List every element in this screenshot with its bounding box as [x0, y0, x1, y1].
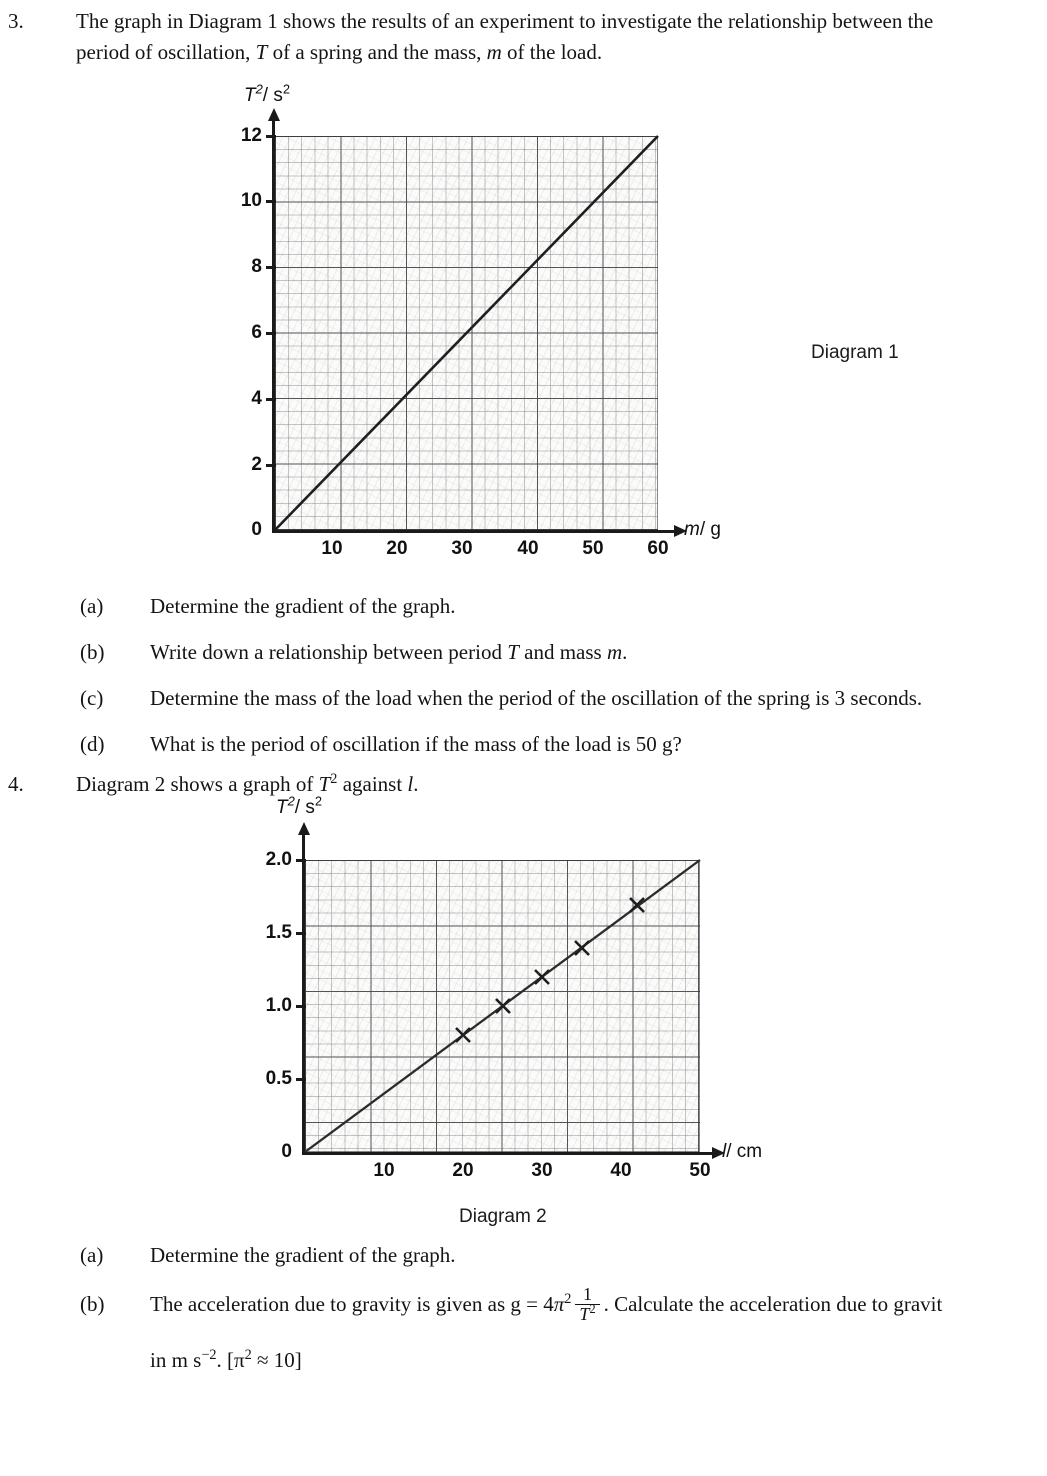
diagram-2-x-label-50: 50	[689, 1160, 711, 1181]
diagram-2-x-axis	[302, 1152, 714, 1155]
q4-part-b-text	[150, 1285, 1047, 1326]
diagram-1-y-label-4: 4	[251, 388, 262, 409]
q4-part-a-text: Determine the gradient of the graph.	[150, 1243, 456, 1267]
diagram-1-y-label-8: 8	[251, 256, 262, 277]
diagram-1-y-tick-8	[266, 266, 276, 269]
q4-bracket-open: . [	[216, 1348, 235, 1372]
diagram-1-y-tick-12	[266, 135, 276, 138]
y-axis-symbol-T: T	[244, 85, 256, 106]
question-3-stem-line2-part2: of a spring and the mass,	[267, 40, 487, 64]
part-a-label: (a)	[80, 594, 104, 618]
diagram-1-x-label-30: 30	[451, 538, 473, 559]
diagram-1-x-label-20: 20	[386, 538, 408, 559]
diagram-2-x-label-40: 40	[610, 1160, 632, 1181]
q4-fraction-one-over-T-squared	[575, 1285, 599, 1324]
part-c-label: (c)	[80, 686, 104, 710]
diagram-2-plot-area	[305, 860, 700, 1152]
diagram-2-y-label-1-5: 1.5	[265, 922, 292, 943]
diagram-2-y-tick-1-0	[296, 1005, 306, 1008]
diagram-2-y-tick-0-5	[296, 1078, 306, 1081]
part-b-symbol-m: m	[606, 640, 623, 664]
diagram-2-trend-and-points	[305, 860, 700, 1152]
question-4-stem-part3: .	[413, 772, 419, 796]
diagram-1-y-label-0: 0	[251, 519, 262, 540]
question-4-stem	[76, 769, 676, 800]
q4-pi-exponent: 2	[564, 1291, 572, 1307]
q4-fraction-symbol-T: T	[579, 1303, 590, 1324]
x-axis-unit-g: / g	[699, 519, 721, 540]
diagram-2-y-label-2-0: 2.0	[265, 849, 292, 870]
part-b-text	[150, 637, 1047, 667]
symbol-T: T	[255, 40, 268, 64]
diagram-1-x-label-50: 50	[582, 538, 604, 559]
question-3-stem-line2-part3: of the load.	[501, 40, 603, 64]
diagram-2-y-tick-1-5	[296, 932, 306, 935]
question-4-symbol-l: l	[407, 772, 414, 796]
part-b-label: (b)	[80, 640, 105, 664]
diagram-1-y-label-12: 12	[240, 125, 262, 146]
q4-part-b-line2-text	[150, 1345, 1047, 1375]
part-d-text: What is the period of oscillation if the mass of the load is 50 g?	[150, 732, 682, 756]
q4-approx-value: ≈ 10]	[251, 1348, 302, 1372]
question-3-stem	[76, 6, 1047, 68]
question-4-stem-part1: Diagram 2 shows a graph of	[76, 772, 319, 796]
part-b-symbol-T: T	[507, 640, 519, 664]
q4-part-a-label: (a)	[80, 1243, 104, 1267]
diagram-2-caption: Diagram 2	[459, 1206, 547, 1227]
diagram-1-x-label-60: 60	[647, 538, 669, 559]
diagram-2-y-label-0: 0	[281, 1141, 292, 1162]
d2-x-axis-unit-cm: / cm	[726, 1141, 763, 1162]
diagram-1-y-label-6: 6	[251, 322, 262, 343]
question-4-symbol-T: T	[318, 772, 331, 796]
diagram-2-x-label-10: 10	[373, 1160, 395, 1181]
diagram-1-y-tick-10	[266, 200, 276, 203]
d2-y-axis-symbol-T: T	[276, 797, 288, 818]
diagram-1-y-tick-2	[266, 464, 276, 467]
diagram-2-y-axis-arrow-icon	[298, 822, 310, 835]
diagram-1-x-axis	[272, 530, 676, 533]
diagram-1-y-tick-6	[266, 332, 276, 335]
part-b-text-2: and mass	[518, 640, 607, 664]
diagram-1-y-axis-arrow-icon	[268, 108, 280, 121]
diagram-2-x-label-30: 30	[531, 1160, 553, 1181]
d2-y-axis-unit: / s	[294, 797, 315, 818]
q4-fraction-exponent: 2	[589, 1301, 596, 1316]
diagram-2-x-axis-title	[722, 1141, 762, 1163]
d2-y-axis-unit-exponent: 2	[314, 793, 323, 809]
d2-y-axis-exponent: 2	[287, 793, 295, 809]
part-c-text: Determine the mass of the load when the period of the oscillation of the spring is 3 seconds.	[150, 686, 923, 710]
question-4-number: 4.	[8, 772, 24, 796]
part-a-text: Determine the gradient of the graph.	[150, 594, 456, 618]
part-b-text-3: .	[622, 640, 628, 664]
part-b-text-1: Write down a relationship between period	[150, 640, 508, 664]
y-axis-unit: / s	[262, 85, 283, 106]
question-3-stem-line1: The graph in Diagram 1 shows the results of an experiment to investigate the relationship between the	[76, 9, 934, 33]
symbol-m: m	[486, 40, 502, 64]
diagram-2-y-axis-title	[276, 793, 323, 819]
d2-x-axis-symbol-l: l	[722, 1141, 727, 1162]
q4-part-b-text-2: . Calculate the acceleration due to gravit	[603, 1292, 943, 1316]
y-axis-exponent: 2	[255, 81, 263, 97]
question-3-stem-line2-part1: period of oscillation,	[76, 40, 256, 64]
q4-pi-exponent-2: 2	[244, 1347, 252, 1363]
diagram-2-y-label-1-0: 1.0	[265, 995, 292, 1016]
y-axis-unit-exponent: 2	[282, 81, 291, 97]
diagram-2-y-tick-2-0	[296, 859, 306, 862]
question-4-stem-part2: against	[337, 772, 408, 796]
diagram-1-plot-area	[275, 136, 658, 530]
diagram-2-x-label-20: 20	[452, 1160, 474, 1181]
q4-pi-symbol: π	[553, 1292, 565, 1316]
q4-fraction-denominator	[575, 1301, 599, 1324]
diagram-1-x-axis-title	[684, 519, 721, 541]
diagram-1-y-label-2: 2	[251, 454, 262, 475]
diagram-1-y-axis-title	[244, 81, 291, 107]
q4-fraction-numerator: 1	[582, 1283, 592, 1304]
q4-part-b-label: (b)	[80, 1292, 105, 1316]
q4-part-b-text-1: The acceleration due to gravity is given as g = 4	[150, 1292, 554, 1316]
q4-units-exponent: −2	[201, 1347, 217, 1363]
diagram-1-x-label-10: 10	[321, 538, 343, 559]
diagram-1-caption: Diagram 1	[811, 342, 899, 363]
diagram-1-x-label-40: 40	[517, 538, 539, 559]
part-d-label: (d)	[80, 732, 105, 756]
diagram-1-y-label-10: 10	[240, 190, 262, 211]
question-3-number: 3.	[8, 9, 24, 33]
x-axis-symbol-m: m	[684, 519, 700, 540]
diagram-1-y-tick-4	[266, 398, 276, 401]
q4-pi-symbol-2: π	[234, 1348, 245, 1372]
q4-units-text: in m s	[150, 1348, 202, 1372]
diagram-2-y-label-0-5: 0.5	[265, 1068, 292, 1089]
question-4-exponent: 2	[330, 771, 338, 787]
diagram-1-trend-line	[275, 136, 658, 530]
